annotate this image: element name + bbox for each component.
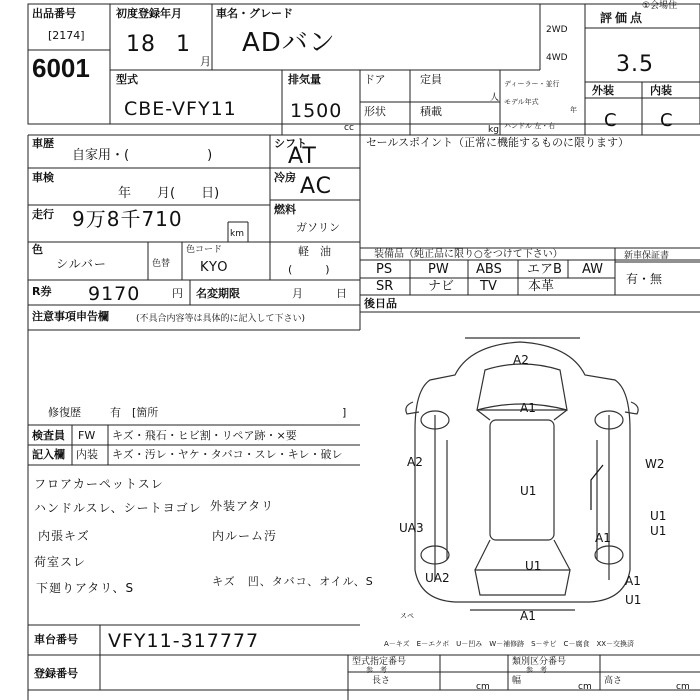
color-label: 色 <box>32 243 43 256</box>
model-year-unit: 年 <box>570 106 577 114</box>
first-reg-month: 1 <box>176 32 191 57</box>
drive-2wd: 2WD <box>546 25 568 35</box>
history-label: 車歴 <box>32 137 54 150</box>
inspector-row1-text: キズ・飛石・ヒビ割・リペア跡・×要 <box>112 429 297 442</box>
type-designation-label: 型式指定番号 <box>352 657 407 667</box>
width-label: 幅 <box>512 676 522 686</box>
inspector-label-1: 検査員 <box>32 429 65 442</box>
length-unit: cm <box>476 682 490 692</box>
mileage-label: 走行 <box>32 208 54 221</box>
grade-value: 3.5 <box>616 52 654 77</box>
notes-subtitle: (不具合内容等は具体的に記入して下さい) <box>136 314 306 324</box>
note-line: 内張キズ <box>38 529 90 543</box>
lot-number: 6001 <box>32 53 90 83</box>
note-line: 荷室スレ <box>34 555 87 569</box>
inspector-row2-text: キズ・汚レ・ヤケ・タバコ・スレ・キレ・破レ <box>112 448 343 461</box>
fuel-diesel: 軽 油 <box>298 245 331 258</box>
equipment-item-abs: ABS <box>476 262 502 277</box>
category-sub: 参 考 <box>526 666 547 674</box>
type-designation-sub: 参 考 <box>366 666 387 674</box>
damage-mark: UA3 <box>399 521 424 535</box>
name-change-label: 名変期限 <box>196 287 240 300</box>
interior-label: 内装 <box>650 84 672 97</box>
shaken-label: 車検 <box>32 171 54 184</box>
drive-4wd: 4WD <box>546 53 568 63</box>
mileage-value: 9万8千710 <box>72 207 183 231</box>
repair-label: 修復歴 <box>48 406 81 419</box>
displacement-unit: cc <box>344 123 354 133</box>
shape-label: 形状 <box>364 105 386 118</box>
dealer-label: ディーラー・並行 <box>504 80 560 88</box>
damage-mark: A2 <box>513 353 529 367</box>
first-reg-year: 18 <box>126 32 156 57</box>
reg-label: 登録番号 <box>34 667 78 680</box>
shift-value: AT <box>288 144 317 169</box>
equipment-item-aw: AW <box>582 262 604 277</box>
recycle-label: R券 <box>32 285 52 298</box>
type-value: CBE-VFY11 <box>124 98 237 120</box>
recycle-value: 9170 <box>88 283 141 305</box>
equipment-item-navi: ナビ <box>428 279 455 294</box>
warranty-value: 有・無 <box>626 272 663 286</box>
history-value: 自家用・( ) <box>72 148 213 163</box>
length-label: 長さ <box>372 676 391 686</box>
damage-mark: A1 <box>520 609 536 620</box>
interior-value: C <box>660 110 674 131</box>
damage-mark: U1 <box>525 559 542 573</box>
note-line: 外装アタリ <box>210 499 275 513</box>
ac-value: AC <box>300 174 333 199</box>
note-line: 内ルーム汚 <box>212 529 278 543</box>
ac-label: 冷房 <box>274 171 296 184</box>
grade-label: 評価点 <box>600 11 646 25</box>
damage-mark: A1 <box>625 574 641 588</box>
car-damage-diagram <box>395 320 685 620</box>
fuel-gas: ガソリン <box>296 221 340 234</box>
damage-mark: UA2 <box>425 571 450 585</box>
door-label: ドア <box>364 73 386 86</box>
inspector-label-2: 記入欄 <box>32 448 65 461</box>
fuel-other: ( ) <box>288 263 330 276</box>
load-unit: kg <box>488 125 499 135</box>
width-unit: cm <box>578 682 592 692</box>
handle-label: ハンドル 左・右 <box>504 122 556 130</box>
note-line: キズ 凹、タバコ、オイル、S <box>212 575 374 588</box>
equipment-item-pw: PW <box>428 262 449 277</box>
capacity-label: 定員 <box>420 73 442 86</box>
equipment-title: 装備品（純正品に限り○をつけて下さい） <box>374 249 563 260</box>
damage-legend: A－キズ E－エクボ U－凹み W－補修跡 S－サビ C－腐食 XX－交換済 <box>384 640 635 648</box>
capacity-unit: 人 <box>490 93 500 103</box>
equipment-item-sr: SR <box>376 279 394 294</box>
equipment-item-airbag: エアB <box>527 262 562 277</box>
height-unit: cm <box>676 682 690 692</box>
damage-mark: A1 <box>520 401 536 415</box>
equipment-item-leather: 本革 <box>528 279 555 294</box>
warranty-label: 新車保証書 <box>624 251 670 261</box>
note-line: ハンドルスレ、シートヨゴレ <box>34 501 202 515</box>
exterior-value: C <box>604 110 618 131</box>
front-label: スペ <box>400 612 414 620</box>
color-change-label: 色替 <box>152 259 171 269</box>
height-label: 高さ <box>604 676 623 686</box>
color-code-value: KYO <box>200 260 229 275</box>
name-change-value: 月 日 <box>292 287 347 300</box>
load-label: 積載 <box>420 105 442 118</box>
color-code-label: 色コード <box>186 245 223 255</box>
equipment-item-ps: PS <box>376 262 393 277</box>
exterior-label: 外装 <box>592 84 614 97</box>
inspector-row1-tag: FW <box>78 429 96 442</box>
shift-label: シフト <box>274 137 307 150</box>
color-value: シルバー <box>56 257 107 271</box>
note-line: フロアカーペットスレ <box>34 477 164 491</box>
damage-mark: U1 <box>520 484 537 498</box>
mileage-unit: km <box>230 229 244 239</box>
recycle-unit: 円 <box>172 287 183 300</box>
first-reg-label: 初度登録年月 <box>116 7 182 20</box>
displacement-label: 排気量 <box>288 73 321 86</box>
inspector-row2-tag: 内装 <box>76 448 98 461</box>
notes-title: 注意事項申告欄 <box>32 310 109 323</box>
category-label: 類別区分番号 <box>512 657 567 667</box>
lot-label: 出品番号 <box>32 7 76 20</box>
fuel-label: 燃料 <box>274 203 296 216</box>
damage-mark: U1 <box>650 524 667 538</box>
after-day-label: 後日品 <box>364 297 397 310</box>
lot-bracket: [2174] <box>48 29 85 42</box>
note-line: 下廻りアタリ、S <box>36 581 135 595</box>
repair-close: ] <box>342 406 347 419</box>
sales-point-title: セールスポイント（正常に機能するものに限ります） <box>366 136 630 149</box>
damage-mark: W2 <box>645 457 665 471</box>
venue-hint: ①会場住 <box>642 1 678 11</box>
damage-mark: U1 <box>625 593 642 607</box>
model-name: ADバン <box>242 28 336 58</box>
displacement-value: 1500 <box>290 100 343 122</box>
damage-mark: U1 <box>650 509 667 523</box>
first-reg-month-unit: 月 <box>200 55 211 68</box>
model-year-label: モデル年式 <box>504 98 539 106</box>
chassis-value: VFY11-317777 <box>108 630 260 652</box>
chassis-label: 車台番号 <box>34 633 78 646</box>
repair-value: 有 [箇所 <box>110 406 159 419</box>
damage-mark: A1 <box>595 531 611 545</box>
equipment-item-tv: TV <box>480 279 497 294</box>
shaken-value: 年 月( 日) <box>118 186 220 201</box>
model-label: 車名・グレード <box>216 7 293 20</box>
damage-mark: A2 <box>407 455 423 469</box>
type-label: 型式 <box>116 73 138 86</box>
